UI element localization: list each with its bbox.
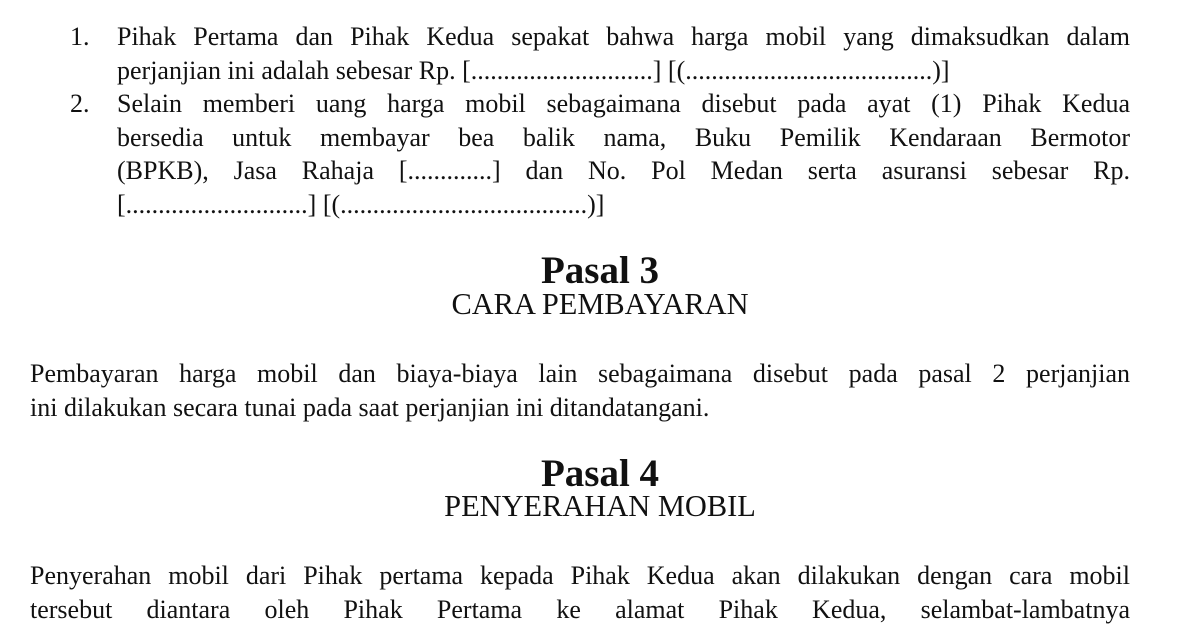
list-item-line: [............................] [(......................................)] bbox=[117, 189, 605, 219]
list-item-line: Selain memberi uang harga mobil sebagaimana disebut pada ayat (1) Pihak Kedua bbox=[117, 89, 1130, 118]
paragraph-line: Pembayaran harga mobil dan biaya-biaya lain sebagaimana disebut pada pasal 2 perjanjian bbox=[30, 359, 1130, 388]
pasal-3-title: Pasal 3 bbox=[540, 249, 660, 292]
list-item-number: 2. bbox=[70, 89, 90, 118]
list-item bbox=[70, 87, 1130, 221]
paragraph-line: Penyerahan mobil dari Pihak pertama kepada Pihak Kedua akan dilakukan dengan cara mobil bbox=[30, 561, 1130, 590]
list-item bbox=[70, 20, 1130, 87]
list-item-line: bersedia untuk membayar bea balik nama, Buku Pemilik Kendaraan Bermotor bbox=[117, 122, 1130, 152]
paragraph-line: ini dilakukan secara tunai pada saat perjanjian ini ditandatangani. bbox=[30, 392, 710, 422]
pasal-3-subtitle: CARA PEMBAYARAN bbox=[451, 287, 749, 321]
paragraph-line: tersebut diantara oleh Pihak Pertama ke alamat Pihak Kedua, selambat-lambatnya bbox=[30, 594, 1130, 624]
list-item-line: (BPKB), Jasa Rahaja [.............] dan No. Pol Medan serta asuransi sebesar Rp. bbox=[117, 156, 1130, 185]
pasal-3-paragraph bbox=[30, 357, 1130, 424]
pasal-4-title: Pasal 4 bbox=[540, 452, 660, 495]
pasal-4-paragraph bbox=[30, 559, 1130, 626]
pasal-4-subtitle: PENYERAHAN MOBIL bbox=[444, 489, 756, 523]
list-item-line: perjanjian ini adalah sebesar Rp. [............................] [(......................................)] bbox=[117, 55, 950, 85]
list-item-line: Pihak Pertama dan Pihak Kedua sepakat bahwa harga mobil yang dimaksudkan dalam bbox=[117, 22, 1130, 51]
price-clauses-list bbox=[70, 20, 1130, 221]
list-item-number: 1. bbox=[70, 22, 90, 51]
